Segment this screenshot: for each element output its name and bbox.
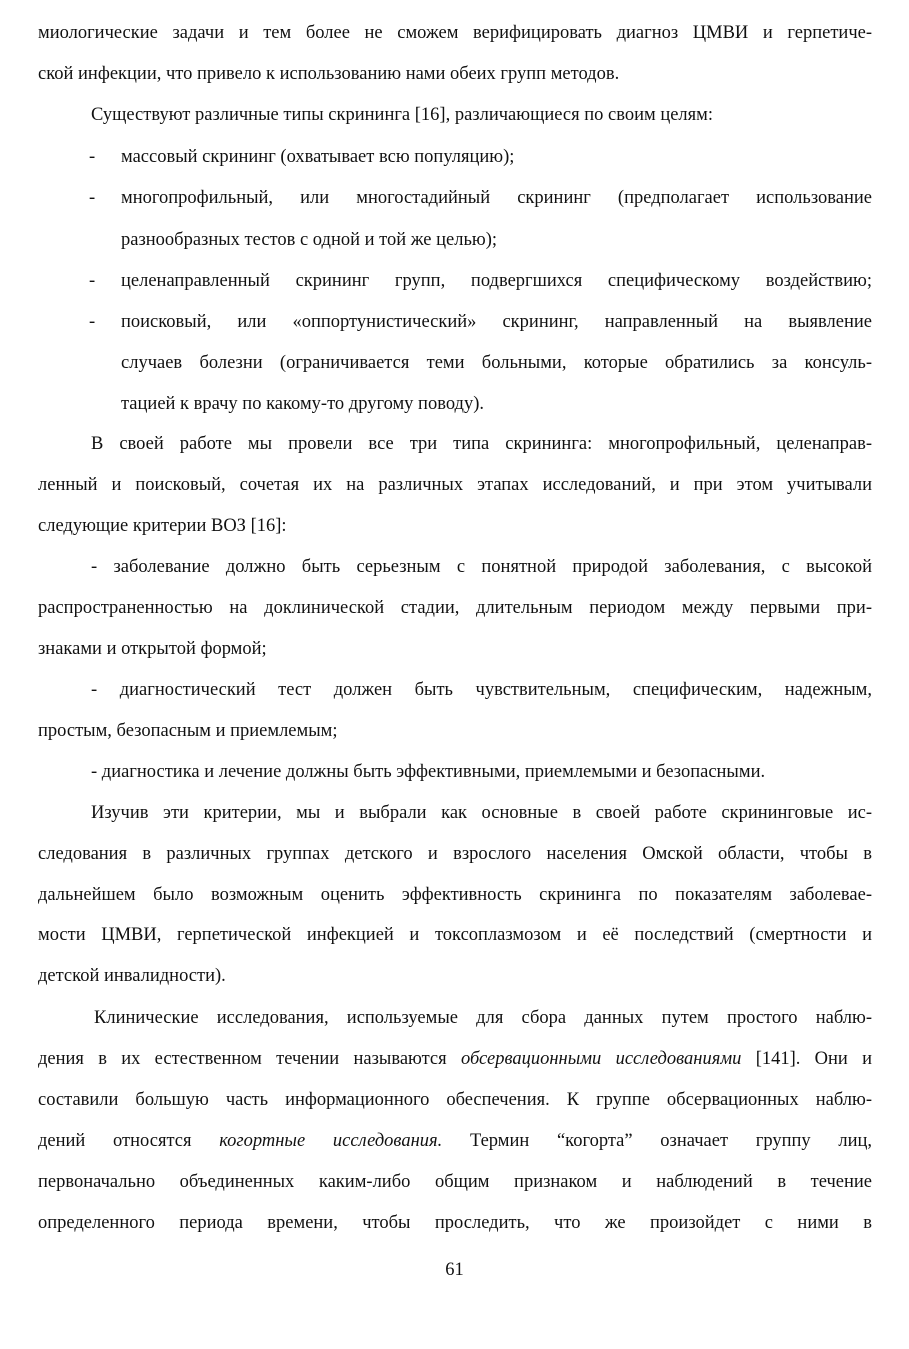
text-line: составили большую часть информационного обеспечения. К группе обсервационных наблю- xyxy=(38,1090,872,1110)
list-bullet: - xyxy=(89,147,96,167)
text-line: первоначально объединенных каким-либо общим признаком и наблюдений в течение xyxy=(38,1172,872,1192)
text-line: дальнейшем было возможным оценить эффективность скрининга по показателям заболевае- xyxy=(38,885,872,905)
italic-term: обсервационными исследованиями xyxy=(460,1049,742,1069)
text-line: Существуют различные типы скрининга [16], различающиеся по своим целям: xyxy=(91,105,714,125)
list-item: массовый скрининг (охватывает всю популяцию); xyxy=(121,147,515,167)
text-line: простым, безопасным и приемлемым; xyxy=(38,721,338,741)
list-item-continuation: тацией к врачу по какому-то другому поводу). xyxy=(121,394,484,414)
text-segment: дения в их естественном течении называются xyxy=(38,1049,447,1069)
list-item: целенаправленный скрининг групп, подвергшихся специфическому воздействию; xyxy=(121,271,872,291)
text-line: - диагностика и лечение должны быть эффективными, приемлемыми и безопасными. xyxy=(91,762,766,782)
text-line: В своей работе мы провели все три типа скрининга: многопрофильный, целенаправ- xyxy=(91,434,872,454)
list-bullet: - xyxy=(89,312,96,332)
list-item-continuation: случаев болезни (ограничивается теми больными, которые обратились за консуль- xyxy=(121,353,872,373)
text-line: ленный и поисковый, сочетая их на различных этапах исследований, и при этом учитывали xyxy=(38,475,872,495)
list-bullet: - xyxy=(89,271,96,291)
text-line: Клинические исследования, используемые для сбора данных путем простого наблю- xyxy=(94,1008,872,1028)
list-item: многопрофильный, или многостадийный скрининг (предполагает использование xyxy=(121,188,872,208)
text-line: Изучив эти критерии, мы и выбрали как основные в своей работе скрининговые ис- xyxy=(91,803,872,823)
list-item-continuation: разнообразных тестов с одной и той же целью); xyxy=(121,230,498,250)
text-segment: [141]. Они и xyxy=(755,1049,872,1069)
text-line: знаками и открытой формой; xyxy=(38,639,267,659)
text-line: - диагностический тест должен быть чувствительным, специфическим, надежным, xyxy=(91,680,872,700)
italic-term: когортные исследования. xyxy=(219,1131,443,1151)
text-line: - заболевание должно быть серьезным с понятной природой заболевания, с высокой xyxy=(91,557,872,577)
text-line: ской инфекции, что привело к использованию нами обеих групп методов. xyxy=(38,64,620,84)
text-line: миологические задачи и тем более не сможем верифицировать диагноз ЦМВИ и герпетиче- xyxy=(38,23,872,43)
text-line: следования в различных группах детского и взрослого населения Омской области, чтобы в xyxy=(38,844,872,864)
list-bullet: - xyxy=(89,188,96,208)
text-line: следующие критерии ВОЗ [16]: xyxy=(38,516,287,536)
text-line: определенного периода времени, чтобы проследить, что же произойдет с ними в xyxy=(38,1213,872,1233)
text-line xyxy=(38,1046,872,1072)
text-segment: дений относятся xyxy=(38,1131,192,1151)
text-line: детской инвалидности). xyxy=(38,966,226,986)
page-number: 61 xyxy=(445,1260,464,1280)
text-line: распространенностью на доклинической стадии, длительным периодом между первыми при- xyxy=(38,598,872,618)
text-line xyxy=(38,1128,872,1154)
text-segment: Термин “когорта” означает группу лиц, xyxy=(469,1131,872,1151)
text-line: мости ЦМВИ, герпетической инфекцией и токсоплазмозом и её последствий (смертности и xyxy=(38,925,872,945)
list-item: поисковый, или «оппортунистический» скрининг, направленный на выявление xyxy=(121,312,872,332)
